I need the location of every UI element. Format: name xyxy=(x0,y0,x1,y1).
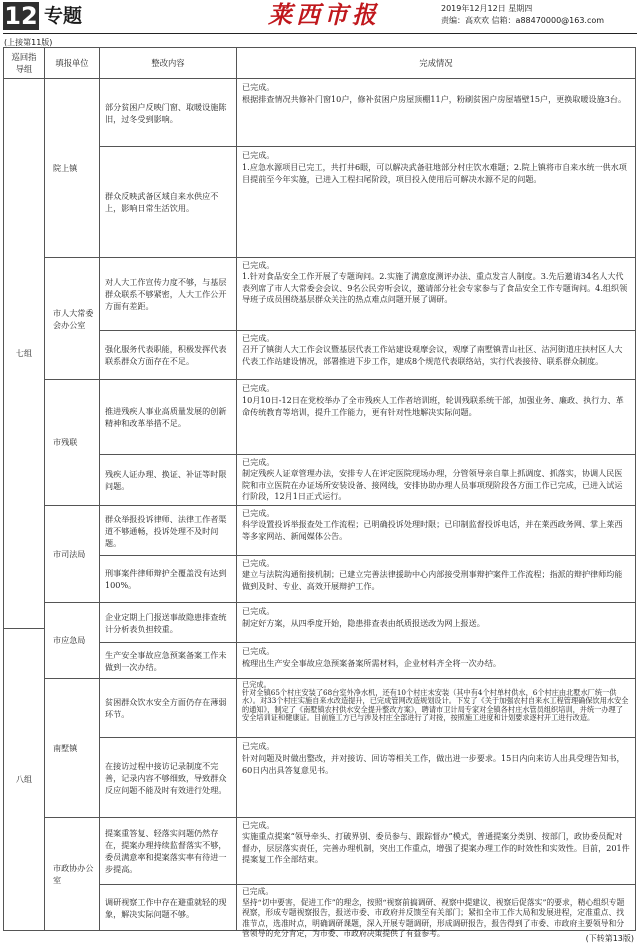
status-cell: 已完成。 1.针对食品安全工作开展了专题询问。2.实施了满意度测评办法、重点发言人制度。3.先后邀请34名人大代表列席了市人大常委会会议、9名公民旁听会议，邀请部分社会专家参与了食品安全工作专题询问。4.组织领导班子成员围绕基层群众关注的热点难点问题开展了调研。 xyxy=(236,257,636,331)
status-cell: 已完成。 建立与法院沟通衔接机制；已建立完善法律援助中心内部接受刑事辩护案件工作流程；指派的辩护律师均能做到及时、专业、高效开展辩护工作。 xyxy=(236,555,636,603)
header-rule xyxy=(3,33,637,34)
unit-cell: 院上镇 xyxy=(44,78,100,258)
issue-cell: 部分贫困户反映门窗、取暖设施陈旧，过冬受到影响。 xyxy=(99,78,237,147)
masthead xyxy=(0,0,640,34)
status-cell: 已完成。 召开了镇街人大工作会议暨基层代表工作站建设观摩会议，观摩了南墅镇青山社区、沽河街道庄扶村区人大代表工作站建设情况，部署推进下步工作，建成8个规范代表联络站，实行代表接待、联系群众制度。 xyxy=(236,330,636,380)
issue-cell: 刑事案件律师辩护全覆盖没有达到100%。 xyxy=(99,555,237,603)
issue-cell: 残疾人证办理、换证、补证等时限问题。 xyxy=(99,454,237,506)
issue-cell: 群众反映武备区域自来水供应不上，影响日常生活饮用。 xyxy=(99,146,237,258)
status-cell: 已完成。 针对全镇65个村庄安装了68台室外净水机，还有10个村庄未安装（其中有4个村单村供水，6个村庄由北墅水厂统一供水）。对33个村庄实施自来水改造提升，已完成管网改造规划设计。下发了《关于加强农村自来水工程管理确保饮用水安全的通知》，制定了《南墅镇农村供水安全提升整改方案》，聘请市卫计局专家对全镇各村庄水管员组织培训，并统一办理了安全培训证和健康证。目前施工方已与涉及村庄全部进行了对接，按照施工进度和计划要求逐村开工进行改造。 xyxy=(236,678,636,738)
issue-cell: 对人大工作宣传力度不够，与基层群众联系不够紧密，人大工作公开方面有差距。 xyxy=(99,257,237,331)
unit-cell: 市政协办公室 xyxy=(44,817,100,931)
status-cell: 已完成。 坚持“切中要害，促进工作”的理念，按照“视察前搞调研、视察中提建议、视察后促落实”的要求，精心组织专题视察，形成专题视察报告，报送市委、市政府并反馈至有关部门；紧扣全市工作大局和发展进程，定准重点、找准节点，选准时点，明确调研课题，深入开展专题调研，形成调研报告，报告得到了市委、市政府主要领导和分管领导的充分肯定，为市委、市政府决策提供了有益参考。 xyxy=(236,884,636,931)
header-content: 整改内容 xyxy=(99,47,237,79)
issue-cell: 调研视察工作中存在避重就轻的现象，解决实际问题不够。 xyxy=(99,884,237,931)
header-group: 巡回指导组 xyxy=(3,47,45,79)
issue-cell: 在接访过程中接访记录制度不完善，记录内容不够细致，导致群众反应问题不能及时有效进行处理。 xyxy=(99,737,237,818)
issue-cell: 企业定期上门报送事故隐患排查统计分析表负担较重。 xyxy=(99,602,237,643)
issue-cell: 强化服务代表职能，积极发挥代表联系群众方面存在不足。 xyxy=(99,330,237,380)
issue-cell: 提案重答复、轻落实问题仍然存在，提案办理持续监督落实不够，委员满意率和提案落实率有待进一步提高。 xyxy=(99,817,237,885)
issue-cell: 贫困群众饮水安全方面仍存在薄弱环节。 xyxy=(99,678,237,738)
header-unit: 填报单位 xyxy=(44,47,100,79)
issue-meta xyxy=(441,3,604,27)
status-cell: 已完成。 10月10日-12日在党校举办了全市残疾人工作者培训班，轮训残联系统干部，加强业务、廉政、执行力、革命传统教育等培训，提升工作能力，更有针对性地解决实际问题。 xyxy=(236,379,636,455)
status-cell: 已完成。 根据排查情况共修补门窗10户，修补贫困户房屋顶棚11户，粉刷贫困户房屋墙壁15户，更换取暖设施3台。 xyxy=(236,78,636,147)
issue-cell: 群众举报投诉律师、法律工作者渠道不够通畅，投诉处理不及时问题。 xyxy=(99,505,237,556)
status-cell: 已完成。 科学设置投诉举报查处工作流程；已明确投诉处理时限；已印制监督投诉电话，并在莱西政务网、掌上莱西等多家网站、新闻媒体公告。 xyxy=(236,505,636,556)
unit-cell: 市应急局 xyxy=(44,602,100,679)
status-cell: 已完成。 制定残疾人证章管理办法，安排专人在评定医院现场办理，分管领导亲自靠上抓调度、抓落实，协调人民医院和市立医院在办证场所安装设备、接网线，安排协助办理人员事项现阶段各方面工作已完成，已进入试运行阶段，12月1日正式运行。 xyxy=(236,454,636,506)
status-cell: 已完成。 1.应急水源项目已完工，共打井6眼，可以解决武备驻地部分村庄饮水难题；2.院上镇将市自来水统一供水项目提前至今年实施，已进入工程扫尾阶段，项目投入使用后可解决水源不足的问题。 xyxy=(236,146,636,258)
issue-cell: 推进残疾人事业高质量发展的创新精神和改革举措不足。 xyxy=(99,379,237,455)
page-number: 12 xyxy=(4,2,38,30)
status-cell: 已完成。 制定好方案，从四季度开始，隐患排查表由纸质报送改为网上报送。 xyxy=(236,602,636,643)
group-cell: 八组 xyxy=(3,628,45,931)
group-cell: 七组 xyxy=(3,78,45,629)
unit-cell: 市司法局 xyxy=(44,505,100,603)
unit-cell: 市残联 xyxy=(44,379,100,506)
section-title: 专题 xyxy=(44,5,83,27)
status-cell: 已完成。 针对问题及时做出整改，并对接访、回访等相关工作，做出进一步要求。15日内向来访人出具受理告知书，60日内出具答复意见书。 xyxy=(236,737,636,818)
unit-cell: 市人大常委会办公室 xyxy=(44,257,100,380)
status-cell: 已完成。 实施重点提案“领导牵头、打破界别、委员参与、跟踪督办”模式，普通提案分类别、按部门，政协委员配对督办，层层落实责任，完善办理机制，突出工作重点，增强了提案办理工作的时效性和实效性。目前，201件提案复工作全部结束。 xyxy=(236,817,636,885)
editor-info: 责编：高欢欢 信箱：a88470000@163.com xyxy=(441,16,605,25)
status-cell: 已完成。 梳理出生产安全事故应急预案备案所需材料，企业材料齐全将一次办结。 xyxy=(236,642,636,679)
continued-from: (上接第11版) xyxy=(4,38,53,47)
issue-cell: 生产安全事故应急预案备案工作未做到一次办结。 xyxy=(99,642,237,679)
newspaper-logo: 莱西市报 xyxy=(268,0,380,29)
header-status: 完成情况 xyxy=(236,47,636,79)
unit-cell: 南墅镇 xyxy=(44,678,100,818)
continued-to: (下转第13版) xyxy=(585,934,634,943)
issue-date: 2019年12月12日 星期四 xyxy=(441,4,533,13)
